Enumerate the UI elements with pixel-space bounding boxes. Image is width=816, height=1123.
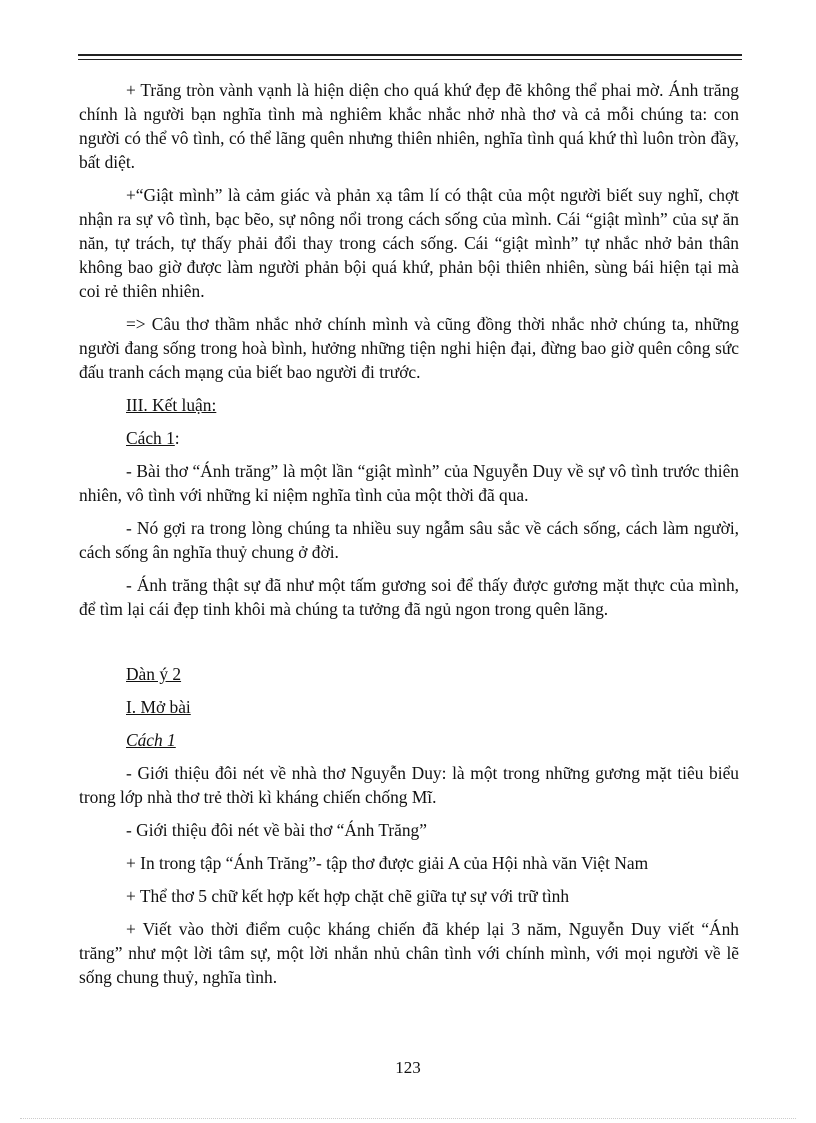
heading-text: Cách 1 bbox=[126, 730, 176, 750]
paragraph: => Câu thơ thầm nhắc nhở chính mình và cũng đồng thời nhắc nhở chúng ta, những người đang sống trong hoà bình, hưởng những tiện nghi hiện đại, đừng bao giờ quên công sức đấu tranh cách mạng của biết bao người đi trước. bbox=[79, 314, 739, 382]
paragraph: +“Giật mình” là cảm giác và phản xạ tâm lí có thật của một người biết suy nghĩ, chợt nhận ra sự vô tình, bạc bẽo, sự nông nổi trong cách sống của mình. Cái “giật mình” của sự ăn năn, tự trách, tự thấy phải đổi thay trong cách sống. Cái “giật mình” tự nhắc nhở bản thân không bao giờ được làm người phản bội quá khứ, phản bội thiên nhiên, sùng bái hiện tại mà coi rẻ thiên nhiên. bbox=[79, 185, 739, 301]
header-rule-thick bbox=[78, 54, 742, 56]
heading-text: III. Kết luận: bbox=[126, 395, 217, 415]
paragraph: + Thể thơ 5 chữ kết hợp kết hợp chặt chẽ giữa tự sự với trữ tình bbox=[126, 886, 570, 906]
heading-colon: : bbox=[174, 428, 180, 448]
section-heading-dan-y-2 bbox=[79, 662, 739, 686]
paragraph: - Giới thiệu đôi nét về nhà thơ Nguyễn Duy: là một trong những gương mặt tiêu biểu trong lớp nhà thơ trẻ thời kì kháng chiến chống Mĩ. bbox=[79, 763, 739, 807]
page-content bbox=[79, 78, 739, 998]
paragraph: - Bài thơ “Ánh trăng” là một lần “giật mình” của Nguyễn Duy về sự vô tình trước thiên nhiên, vô tình với những kỉ niệm nghĩa tình của một thời đã qua. bbox=[79, 461, 739, 505]
subheading-cach-1 bbox=[79, 426, 739, 450]
subheading-cach-1-italic bbox=[79, 728, 739, 752]
paragraph: + Trăng tròn vành vạnh là hiện diện cho quá khứ đẹp đẽ không thể phai mờ. Ánh trăng chính là người bạn nghĩa tình mà nghiêm khắc nhắc nhở nhà thơ và cả mỗi chúng ta: con người có thể vô tình, có thể lãng quên nhưng thiên nhiên, nghĩa tình quá khứ thì luôn tròn đầy, bất diệt. bbox=[79, 80, 739, 172]
section-heading-conclusion bbox=[79, 393, 739, 417]
heading-text: Cách 1 bbox=[126, 428, 175, 448]
header-rule-thin bbox=[78, 59, 742, 60]
section-heading-mo-bai bbox=[79, 695, 739, 719]
spacer bbox=[79, 630, 739, 662]
page-number: 123 bbox=[395, 1058, 421, 1077]
heading-text: I. Mở bài bbox=[126, 697, 191, 717]
paragraph: - Ánh trăng thật sự đã như một tấm gương soi để thấy được gương mặt thực của mình, để tìm lại cái đẹp tinh khôi mà chúng ta tưởng đã ngủ ngon trong quên lãng. bbox=[79, 575, 739, 619]
paragraph: + Viết vào thời điểm cuộc kháng chiến đã khép lại 3 năm, Nguyễn Duy viết “Ánh trăng” như một lời tâm sự, một lời nhắn nhủ chân tình với chính mình, với mọi người về lẽ sống chung thuỷ, nghĩa tình. bbox=[79, 919, 739, 987]
paragraph: + In trong tập “Ánh Trăng”- tập thơ được giải A của Hội nhà văn Việt Nam bbox=[126, 853, 649, 873]
paragraph: - Giới thiệu đôi nét về bài thơ “Ánh Trăng” bbox=[126, 820, 427, 840]
heading-text: Dàn ý 2 bbox=[126, 664, 182, 684]
page-bottom-border bbox=[20, 1118, 796, 1119]
paragraph: - Nó gợi ra trong lòng chúng ta nhiều suy ngẫm sâu sắc về cách sống, cách làm người, cách sống ân nghĩa thuỷ chung ở đời. bbox=[79, 518, 739, 562]
